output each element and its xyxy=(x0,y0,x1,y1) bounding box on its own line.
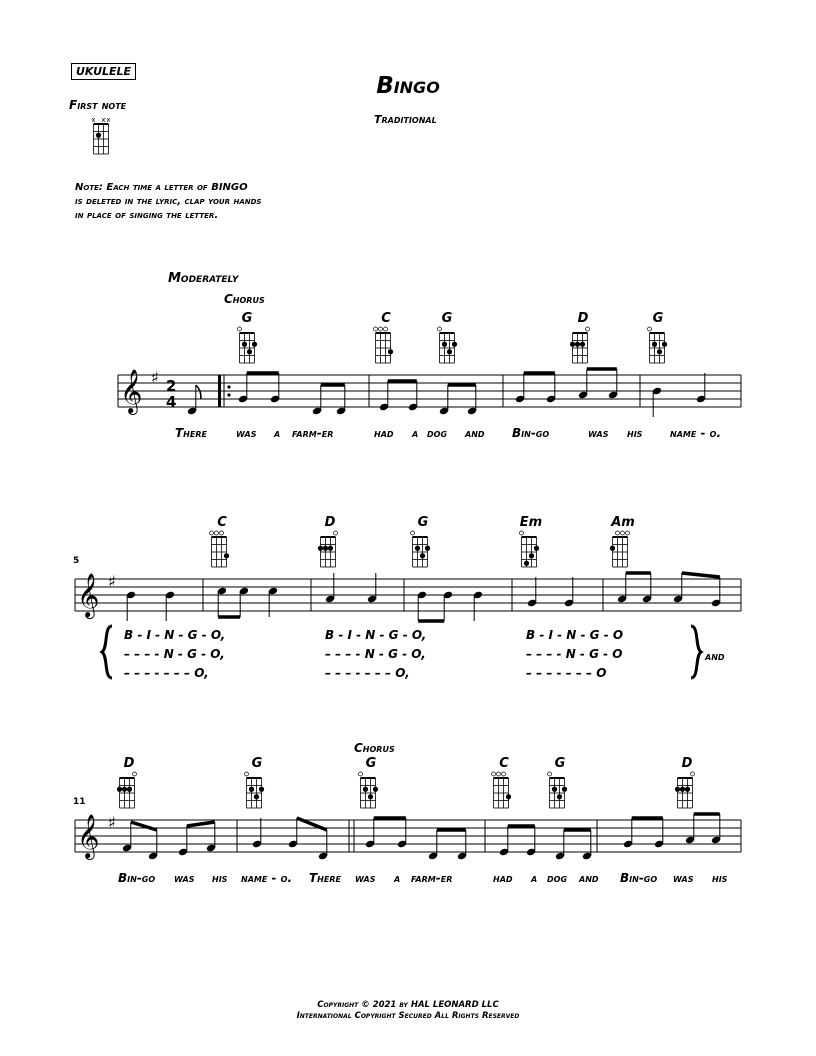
diagram-open-string xyxy=(245,772,249,776)
diagram-finger-dot xyxy=(562,787,567,792)
chord-diagram xyxy=(492,772,512,808)
lyric-syllable: was xyxy=(355,871,376,885)
chord-name: G xyxy=(417,515,429,530)
copyright-notice xyxy=(0,1000,816,1022)
chord-name: Em xyxy=(519,515,543,530)
diagram-open-string xyxy=(215,531,219,535)
note-beam xyxy=(682,573,720,577)
lyric-syllable: his xyxy=(627,426,643,440)
diagram-finger-dot xyxy=(242,342,247,347)
note-beam xyxy=(187,822,215,826)
performance-note-line: is deleted in the lyric, clap your hands xyxy=(75,196,262,207)
diagram-finger-dot xyxy=(534,546,539,551)
diagram-open-string xyxy=(379,327,383,331)
diagram-open-string xyxy=(411,531,415,535)
diagram-muted-string: x xyxy=(106,116,111,124)
repeat-dot xyxy=(227,393,230,396)
lyric-verse1: B - I - N - G - O, xyxy=(325,628,427,642)
lyric-syllable: was xyxy=(588,426,609,440)
lyric-syllable: dog xyxy=(427,426,448,440)
key-sharp: ♯ xyxy=(108,572,116,591)
diagram-finger-dot xyxy=(252,342,257,347)
lyric-syllable: was xyxy=(673,871,694,885)
diagram-finger-dot xyxy=(552,787,557,792)
chord-name: G xyxy=(441,311,453,326)
chord-name: Am xyxy=(611,515,635,530)
chord-diagram xyxy=(374,327,394,363)
performance-note-line: Note: Each time a letter of BINGO xyxy=(75,182,248,193)
note-beam xyxy=(131,822,157,830)
diagram-open-string xyxy=(384,327,388,331)
chord-diagram xyxy=(610,531,630,567)
diagram-finger-dot xyxy=(249,787,254,792)
chord-name: C xyxy=(217,515,227,530)
lyric-syllable: Bin-go xyxy=(118,871,156,885)
chord-diagram xyxy=(438,327,458,363)
diagram-open-string xyxy=(238,327,242,331)
chord-name: C xyxy=(381,311,391,326)
lyric-syllable: There xyxy=(175,426,207,440)
repeat-thick-bar xyxy=(218,375,221,407)
chord-name: G xyxy=(251,756,263,771)
lyric-syllable: and xyxy=(579,871,599,885)
lyric-syllable: was xyxy=(174,871,195,885)
diagram-muted-string: x xyxy=(91,116,96,124)
diagram-open-string xyxy=(359,772,363,776)
lyric-syllable: a xyxy=(274,426,281,440)
chord-name: G xyxy=(554,756,566,771)
diagram-open-string xyxy=(210,531,214,535)
diagram-finger-dot xyxy=(127,787,132,792)
lyric-syllable: a xyxy=(531,871,538,885)
diagram-open-string xyxy=(548,772,552,776)
diagram-open-string xyxy=(626,531,630,535)
diagram-finger-dot xyxy=(685,787,690,792)
diagram-open-string xyxy=(586,327,590,331)
section-label-chorus: Chorus xyxy=(224,292,265,306)
diagram-finger-dot xyxy=(570,342,575,347)
key-sharp: ♯ xyxy=(151,368,159,387)
diagram-finger-dot xyxy=(388,349,393,354)
diagram-open-string xyxy=(616,531,620,535)
diagram-finger-dot xyxy=(575,342,580,347)
chord-diagram xyxy=(210,531,230,567)
lyric-syllable: had xyxy=(493,871,513,885)
chord-diagram xyxy=(520,531,540,567)
diagram-open-string xyxy=(492,772,496,776)
diagram-finger-dot xyxy=(524,561,529,566)
diagram-finger-dot xyxy=(323,546,328,551)
diagram-finger-dot xyxy=(610,546,615,551)
diagram-finger-dot xyxy=(425,546,430,551)
copyright-line: International Copyright Secured All Rights Reserved xyxy=(296,1011,520,1021)
diagram-finger-dot xyxy=(442,342,447,347)
lyric-verse3: – – – - – – – O, xyxy=(325,666,410,680)
chord-diagram xyxy=(548,772,568,808)
diagram-finger-dot xyxy=(259,787,264,792)
instrument-label: UKULELE xyxy=(71,63,136,80)
measure-number: 11 xyxy=(73,797,86,807)
lyric-syllable: was xyxy=(236,426,257,440)
chord-name: G xyxy=(365,756,377,771)
chord-diagram xyxy=(117,772,137,808)
diagram-finger-dot xyxy=(224,553,229,558)
chord-diagram xyxy=(245,772,265,808)
lyric-syllable: and xyxy=(465,426,485,440)
diagram-finger-dot xyxy=(529,553,534,558)
time-signature-bottom: 4 xyxy=(166,393,177,411)
diagram-open-string xyxy=(691,772,695,776)
lyric-brace-left xyxy=(102,626,112,678)
diagram-finger-dot xyxy=(415,546,420,551)
lyric-syllable: farm-er xyxy=(292,426,334,440)
diagram-finger-dot xyxy=(657,349,662,354)
chord-name: D xyxy=(123,756,135,771)
section-label-chorus: Chorus xyxy=(354,741,395,755)
copyright-line: Copyright © 2021 by HAL LEONARD LLC xyxy=(317,1000,499,1010)
diagram-open-string xyxy=(621,531,625,535)
lyric-syllable: There xyxy=(309,871,341,885)
treble-clef: 𝄞 xyxy=(77,814,100,858)
diagram-finger-dot xyxy=(580,342,585,347)
diagram-finger-dot xyxy=(247,349,252,354)
lyric-verse1: B - I - N - G - O, xyxy=(124,628,226,642)
chord-diagram xyxy=(675,772,695,808)
chord-diagram xyxy=(318,531,338,567)
key-sharp: ♯ xyxy=(108,813,116,832)
diagram-finger-dot xyxy=(254,794,259,799)
diagram-finger-dot xyxy=(420,553,425,558)
lyric-syllable: his xyxy=(212,871,228,885)
diagram-finger-dot xyxy=(96,133,101,138)
diagram-open-string xyxy=(648,327,652,331)
chord-name: C xyxy=(499,756,509,771)
repeat-dot xyxy=(227,385,230,388)
diagram-open-string xyxy=(438,327,442,331)
chord-diagram xyxy=(411,531,431,567)
lyric-syllable: a xyxy=(412,426,419,440)
lyric-syllable: his xyxy=(712,871,728,885)
time-signature-top: 2 xyxy=(166,377,177,395)
lyric-syllable: Bin-go xyxy=(512,426,550,440)
diagram-open-string xyxy=(133,772,137,776)
lyric-syllable: farm-er xyxy=(411,871,453,885)
lyric-verse1: B - I - N - G - O xyxy=(526,628,624,642)
chord-diagram xyxy=(570,327,590,363)
lyric-verse2: – – – - N - G - O, xyxy=(325,647,426,661)
chord-name: G xyxy=(652,311,664,326)
chord-name: D xyxy=(324,515,336,530)
lyric-continuation: and xyxy=(705,649,725,663)
diagram-finger-dot xyxy=(452,342,457,347)
diagram-open-string xyxy=(220,531,224,535)
note-flag xyxy=(196,385,201,399)
treble-clef: 𝄞 xyxy=(120,369,143,413)
lyric-syllable: Bin-go xyxy=(620,871,658,885)
diagram-finger-dot xyxy=(675,787,680,792)
diagram-finger-dot xyxy=(662,342,667,347)
diagram-finger-dot xyxy=(373,787,378,792)
chord-diagram xyxy=(648,327,668,363)
lyric-syllable: dog xyxy=(547,871,568,885)
lyric-brace-right xyxy=(691,626,701,678)
chord-name: G xyxy=(241,311,253,326)
diagram-open-string xyxy=(334,531,338,535)
measure-number: 5 xyxy=(73,556,80,566)
lyric-verse2: – – – - N - G - O xyxy=(526,647,623,661)
tempo-marking: Moderately xyxy=(168,271,239,286)
diagram-finger-dot xyxy=(447,349,452,354)
diagram-open-string xyxy=(520,531,524,535)
chord-name: D xyxy=(577,311,589,326)
diagram-open-string xyxy=(502,772,506,776)
diagram-finger-dot xyxy=(117,787,122,792)
lyric-verse2: – – – - N - G - O, xyxy=(124,647,225,661)
lyric-syllable: name - o. xyxy=(670,426,722,440)
diagram-finger-dot xyxy=(363,787,368,792)
diagram-finger-dot xyxy=(328,546,333,551)
diagram-open-string xyxy=(497,772,501,776)
diagram-finger-dot xyxy=(122,787,127,792)
lyric-verse3: – – – - – – – O, xyxy=(124,666,209,680)
diagram-finger-dot xyxy=(368,794,373,799)
diagram-muted-string: x xyxy=(101,116,106,124)
chord-diagram xyxy=(238,327,258,363)
diagram-finger-dot xyxy=(557,794,562,799)
chord-diagram xyxy=(359,772,379,808)
diagram-open-string xyxy=(374,327,378,331)
lyric-syllable: a xyxy=(394,871,401,885)
lyric-syllable: had xyxy=(374,426,394,440)
diagram-finger-dot xyxy=(506,794,511,799)
first-note-diagram xyxy=(91,116,110,154)
lyric-verse3: – – – - – – – O xyxy=(526,666,607,680)
treble-clef: 𝄞 xyxy=(77,573,100,617)
diagram-finger-dot xyxy=(652,342,657,347)
performance-note-line: in place of singing the letter. xyxy=(75,210,219,221)
song-title: Bingo xyxy=(376,73,440,99)
diagram-finger-dot xyxy=(318,546,323,551)
composer-credit: Traditional xyxy=(374,113,437,126)
chord-name: D xyxy=(681,756,693,771)
first-note-label: First note xyxy=(69,98,127,112)
lyric-syllable: name - o. xyxy=(241,871,293,885)
diagram-finger-dot xyxy=(680,787,685,792)
